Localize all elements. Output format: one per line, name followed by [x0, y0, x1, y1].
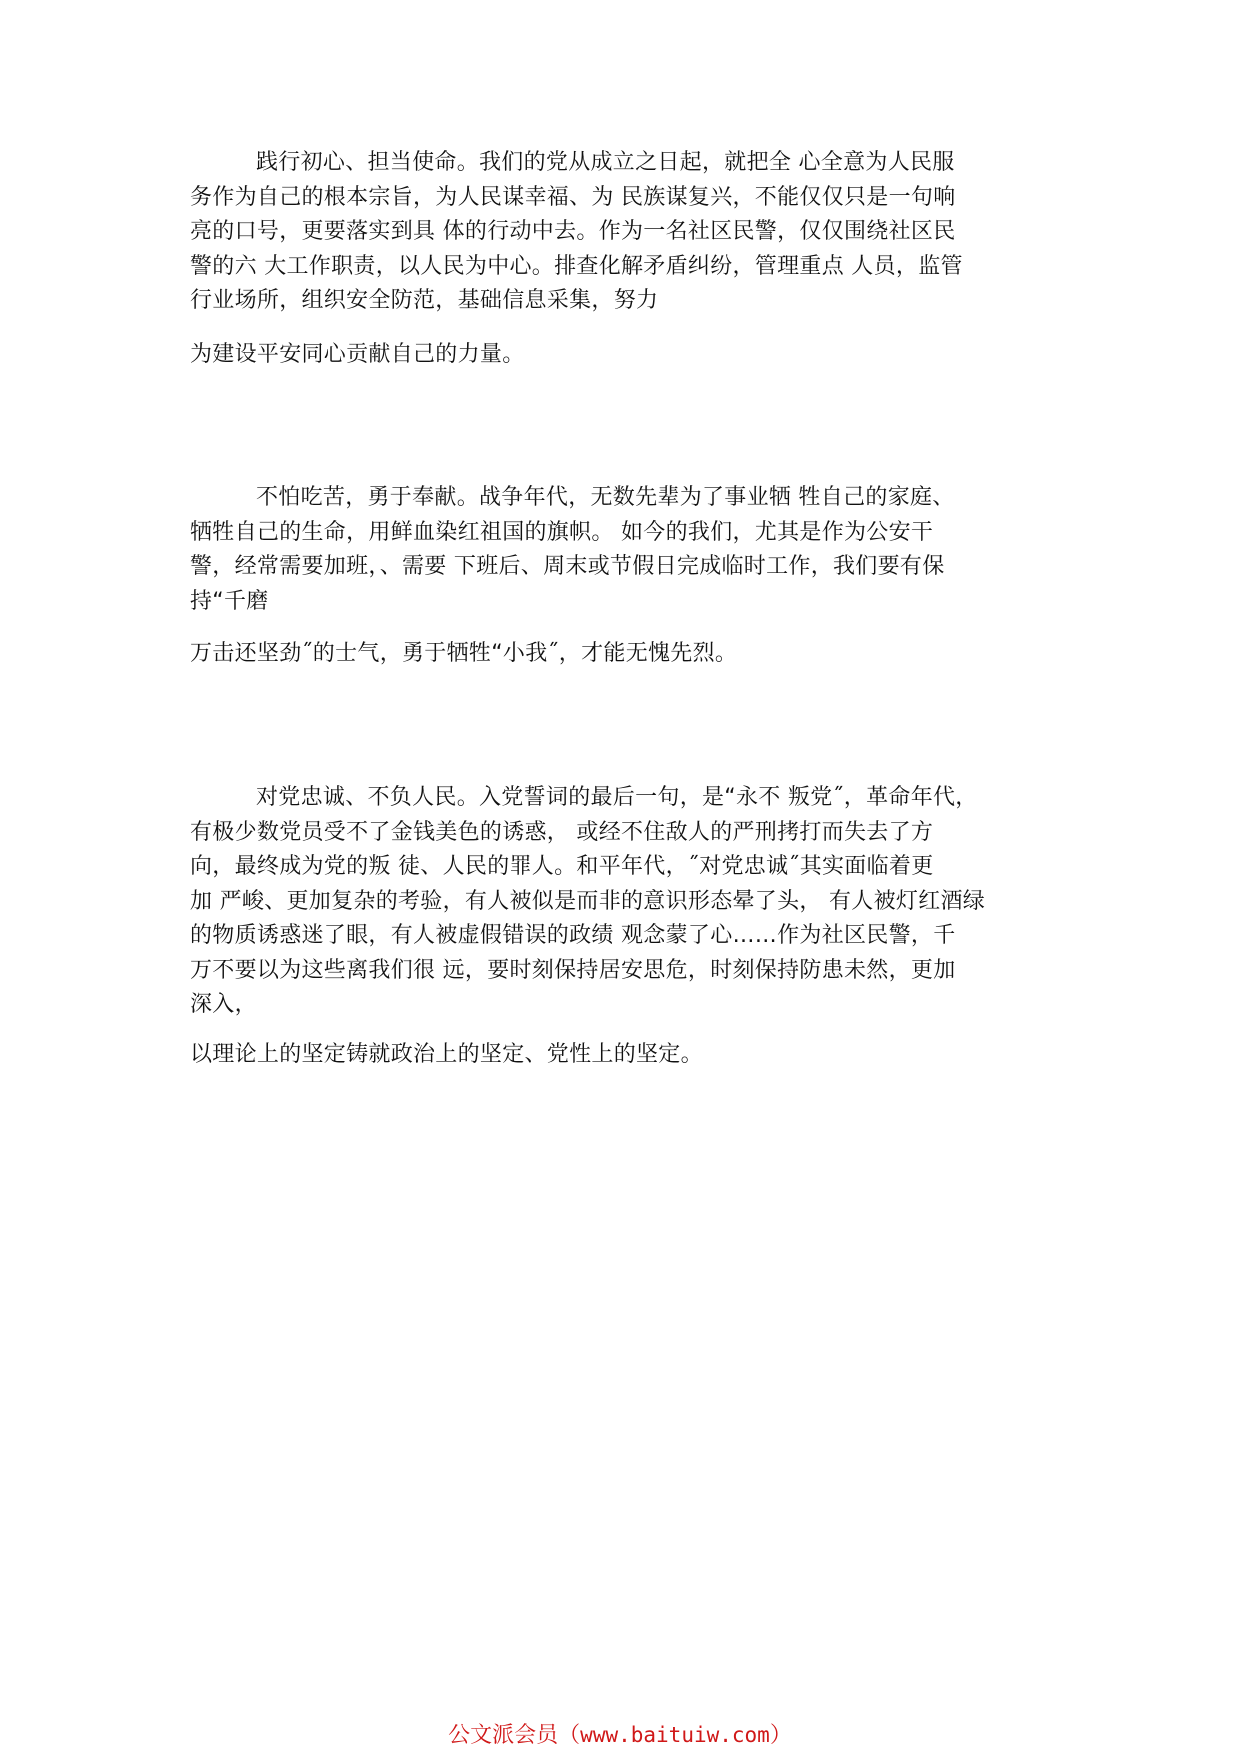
paragraph-line: 行业场所，组织安全防范，基础信息采集，努力	[190, 288, 659, 313]
paragraph-line: 以理论上的坚定铸就政治上的坚定、党性上的坚定。	[190, 1042, 703, 1067]
paragraph-line: 向，最终成为党的叛 徒、人民的罪人。和平年代，˝对党忠诚˝其实面临着更	[190, 854, 934, 879]
paragraph-line: 的物质诱惑迷了眼，有人被虚假错误的政绩 观念蒙了心……作为社区民警，千	[190, 923, 956, 948]
paragraph-line: 万不要以为这些离我们很 远，要时刻保持居安思危，时刻保持防患未然，更加	[190, 957, 956, 983]
footer-watermark	[0, 1718, 1240, 1749]
footer-label: 公文派会员（	[448, 1723, 581, 1748]
paragraph-line: 深入，	[190, 992, 257, 1017]
paragraph-line: 有极少数党员受不了金钱美色的诱惑， 或经不住敌人的严刑拷打而失去了方	[190, 819, 934, 845]
paragraph-line: 加 严峻、更加复杂的考验，有人被似是而非的意识形态晕了头， 有人被灯红酒绿	[190, 888, 986, 914]
paragraph-2-tail	[190, 637, 1070, 672]
paragraph-line: 万击还坚劲˝的士气，勇于牺牲“小我˝，才能无愧先烈。	[190, 641, 738, 666]
paragraph-line: 牺牲自己的生命，用鲜血染红祖国的旗帜。 如今的我们，尤其是作为公安干	[190, 519, 934, 545]
paragraph-line: 践行初心、担当使命。我们的党从成立之日起，就把全 心全意为人民服	[256, 150, 955, 175]
paragraph-line: 不怕吃苦，勇于奉献。战争年代，无数先辈为了事业牺 牲自己的家庭、	[256, 485, 955, 510]
paragraph-3	[190, 781, 1070, 1023]
paragraph-line: 对党忠诚、不负人民。入党誓词的最后一句，是“永不 叛党˝，革命年代，	[256, 785, 978, 810]
paragraph-line: 持“千磨	[190, 588, 269, 614]
paragraph-1	[190, 146, 1070, 319]
paragraph-line: 为建设平安同心贡献自己的力量。	[190, 342, 525, 367]
paragraph-2	[190, 481, 1070, 619]
paragraph-line: 警的六 大工作职责，以人民为中心。排查化解矛盾纠纷，管理重点 人员，监管	[190, 253, 963, 279]
paragraph-line: 务作为自己的根本宗旨，为人民谋幸福、为 民族谋复兴，不能仅仅只是一句响	[190, 184, 956, 210]
paragraph-line: 警，经常需要加班，、需要 下班后、周末或节假日完成临时工作，我们要有保	[190, 554, 945, 579]
footer-url: www.baituiw.com	[580, 1723, 770, 1747]
footer-close: ）	[769, 1723, 792, 1748]
paragraph-1-tail	[190, 338, 1070, 373]
paragraph-3-tail	[190, 1038, 1070, 1073]
paragraph-line: 亮的口号，更要落实到具 体的行动中去。作为一名社区民警，仅仅围绕社区民	[190, 219, 956, 244]
